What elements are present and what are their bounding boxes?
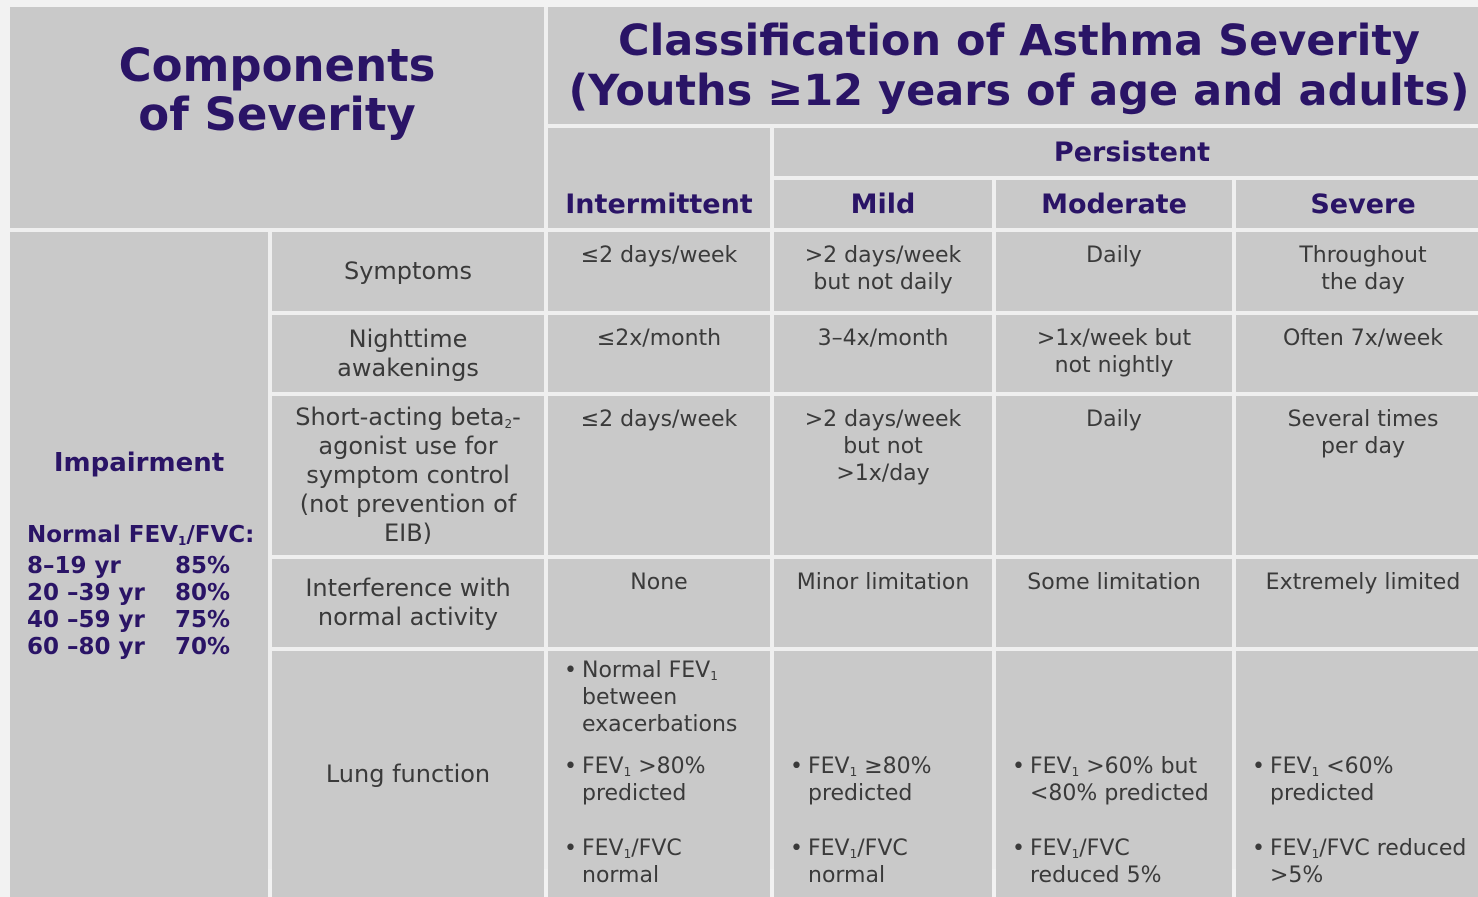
row-label-lung-function: Lung function: [272, 651, 544, 897]
symptoms-moderate: Daily: [996, 232, 1232, 311]
col-header-mild: Mild: [774, 180, 992, 228]
nighttime-mild: 3–4x/month: [774, 315, 992, 392]
persistent-header: [774, 128, 1478, 176]
nighttime-intermittent: ≤2x/month: [548, 315, 770, 392]
symptoms-mild: >2 days/week but not daily: [774, 232, 992, 311]
classification-title-line2: (Youths ≥12 years of age and adults): [568, 65, 1470, 116]
interference-moderate: Some limitation: [996, 559, 1232, 647]
col-header-moderate: Moderate: [996, 180, 1232, 228]
saba-mild: >2 days/week but not >1x/day: [774, 396, 992, 555]
lung-mild: [774, 651, 992, 897]
row-label-nighttime: Nighttime awakenings: [272, 315, 544, 392]
lung-moderate: [996, 651, 1232, 897]
classification-header: [548, 7, 1478, 124]
saba-severe: Several times per day: [1236, 396, 1478, 555]
saba-moderate: Daily: [996, 396, 1232, 555]
lung-intermittent-bullet-3: • $FEV_1$/FVC normal: [564, 835, 762, 889]
impairment-cell: [10, 232, 268, 897]
fev-norm-row: 20 –39 yr 80%: [27, 580, 231, 606]
impairment-title: Impairment: [53, 448, 225, 478]
lung-intermittent: [548, 651, 770, 897]
severity-table-frame: [10, 7, 1470, 888]
lung-intermittent-bullet-2: • $FEV_1 >80\%$ predicted: [564, 753, 762, 807]
components-title: Components of Severity: [118, 38, 436, 141]
lung-severe-bullet-1: • $FEV_1 <60\%$ predicted: [1252, 753, 1478, 807]
col-header-intermittent: Intermittent: [548, 128, 770, 228]
lung-mild-bullet-1: • $FEV_1 \ge 80\%$ predicted: [790, 753, 984, 807]
normal-fev-label: Normal $FEV_1$/FVC:: [27, 522, 255, 548]
symptoms-severe: Throughout the day: [1236, 232, 1478, 311]
col-header-severe: Severe: [1236, 180, 1478, 228]
symptoms-intermittent: ≤2 days/week: [548, 232, 770, 311]
lung-severe-bullet-2: • $FEV_1$/FVC reduced >5%: [1252, 835, 1478, 889]
fev-norm-row: 60 –80 yr 70%: [27, 634, 231, 660]
interference-mild: Minor limitation: [774, 559, 992, 647]
interference-severe: Extremely limited: [1236, 559, 1478, 647]
lung-mild-bullet-2: • $FEV_1$/FVC normal: [790, 835, 984, 889]
lung-severe: [1236, 651, 1478, 897]
row-label-saba-use: Short-acting beta$_2$-agonist use for symptom control (not prevention of EIB): [272, 396, 544, 555]
fev-norm-row: 8–19 yr 85%: [27, 553, 231, 579]
fev-norms: [27, 553, 230, 661]
row-label-symptoms: Symptoms: [272, 232, 544, 311]
classification-title-line1: Classification of Asthma Severity: [618, 15, 1420, 66]
severity-table: [10, 7, 1470, 888]
lung-moderate-bullet-1: • $FEV_1 >60\%$ but <80% predicted: [1012, 753, 1224, 807]
lung-intermittent-bullet-1: • Normal $FEV_1$ between exacerbations: [564, 657, 762, 738]
row-label-interference: Interference with normal activity: [272, 559, 544, 647]
fev-norm-row: 40 –59 yr 75%: [27, 607, 231, 633]
classification-title: [568, 16, 1469, 116]
interference-intermittent: None: [548, 559, 770, 647]
nighttime-severe: Often 7x/week: [1236, 315, 1478, 392]
components-of-severity-header: [10, 7, 544, 228]
persistent-label: Persistent: [1053, 136, 1211, 168]
saba-intermittent: ≤2 days/week: [548, 396, 770, 555]
nighttime-moderate: >1x/week but not nightly: [996, 315, 1232, 392]
lung-moderate-bullet-2: • $FEV_1$/FVC reduced 5%: [1012, 835, 1224, 889]
